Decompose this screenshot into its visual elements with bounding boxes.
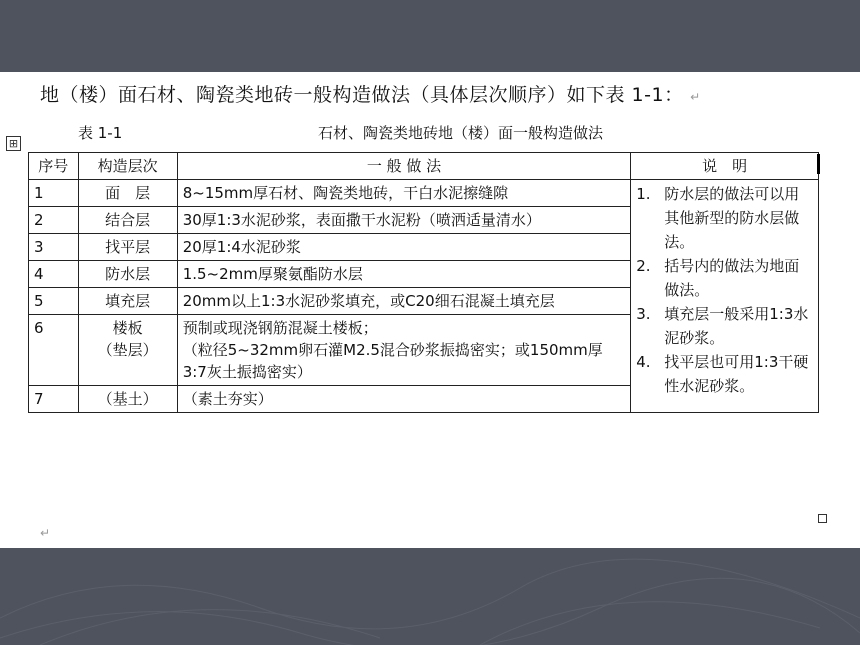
construction-table	[28, 152, 819, 413]
row-number: 1	[29, 180, 79, 207]
note-text: 防水层的做法可以用其他新型的防水层做法。	[664, 185, 800, 251]
header-layer: 构造层次	[78, 153, 177, 180]
row-layer: 找平层	[78, 234, 177, 261]
table-title: 石材、陶瓷类地砖地（楼）面一般构造做法	[318, 124, 604, 142]
table-row	[29, 180, 819, 207]
row-layer: （基土）	[78, 386, 177, 413]
row-method: 20厚1:4水泥砂浆	[177, 234, 631, 261]
table-move-handle-icon[interactable]: ⊞	[6, 136, 21, 151]
note-item	[636, 302, 813, 350]
row-method: 8~15mm厚石材、陶瓷类地砖，干白水泥擦缝隙	[177, 180, 631, 207]
row-method: 30厚1:3水泥砂浆，表面撒干水泥粉（喷洒适量清水）	[177, 207, 631, 234]
header-number: 序号	[29, 153, 79, 180]
row-number: 2	[29, 207, 79, 234]
row-number: 3	[29, 234, 79, 261]
notes-cell	[631, 180, 819, 413]
row-number: 4	[29, 261, 79, 288]
heading-text	[40, 80, 701, 107]
row-layer: 防水层	[78, 261, 177, 288]
row-layer: 面 层	[78, 180, 177, 207]
header-notes: 说 明	[631, 153, 819, 180]
note-text: 填充层一般采用1:3水泥砂浆。	[664, 305, 809, 347]
row-layer: 结合层	[78, 207, 177, 234]
note-item	[636, 254, 813, 302]
row-number: 7	[29, 386, 79, 413]
note-text: 找平层也可用1:3干硬性水泥砂浆。	[664, 353, 809, 395]
paragraph-mark: ↵	[690, 90, 701, 104]
row-layer: 填充层	[78, 288, 177, 315]
document-page	[0, 72, 860, 548]
table-header-row	[29, 153, 819, 180]
text-cursor	[817, 154, 820, 174]
table-resize-handle[interactable]	[818, 514, 827, 523]
row-method: 1.5~2mm厚聚氨酯防水层	[177, 261, 631, 288]
notes-list	[636, 182, 813, 398]
heading-label: 地（楼）面石材、陶瓷类地砖一般构造做法（具体层次顺序）如下表 1-1：	[40, 84, 684, 106]
row-method: （素土夯实）	[177, 386, 631, 413]
header-method: 一 般 做 法	[177, 153, 631, 180]
note-number: 1.	[636, 185, 651, 203]
note-text: 括号内的做法为地面做法。	[664, 257, 800, 299]
row-number: 6	[29, 315, 79, 386]
note-item	[636, 182, 813, 254]
top-band	[0, 0, 860, 72]
note-item	[636, 350, 813, 398]
row-layer: 楼板 （垫层）	[78, 315, 177, 386]
bottom-band	[0, 548, 860, 645]
row-method: 预制或现浇钢筋混凝土楼板； （粒径5~32mm卵石灌M2.5混合砂浆振捣密实；或150mm厚3:7灰土振捣密实）	[177, 315, 631, 386]
table-number: 表 1-1	[78, 124, 123, 142]
note-number: 2.	[636, 257, 651, 275]
paragraph-mark-end: ↵	[40, 526, 51, 540]
row-method: 20mm以上1:3水泥砂浆填充，或C20细石混凝土填充层	[177, 288, 631, 315]
note-number: 3.	[636, 305, 651, 323]
note-number: 4.	[636, 353, 651, 371]
row-number: 5	[29, 288, 79, 315]
decorative-lines	[0, 548, 860, 645]
